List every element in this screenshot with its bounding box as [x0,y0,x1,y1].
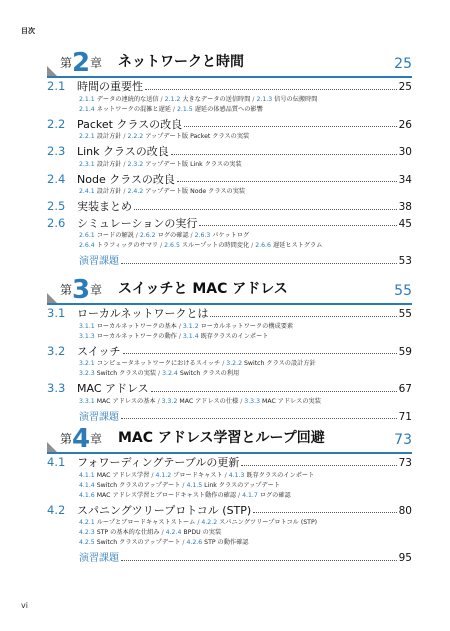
exercise-page: 95 [398,552,412,564]
subsection-title[interactable]: 遅延の体感品質への影響 [194,105,263,113]
subsection-line [79,105,419,114]
separator-slash: / [121,133,128,140]
section-title: シミュレーションの実行 [77,216,198,230]
section-entry[interactable] [47,380,412,395]
subsection-line [79,397,419,406]
subsection-title[interactable]: アップデート版 Node クラスの実装 [145,188,246,195]
subsection-number[interactable]: 2.3.1 [79,160,95,168]
section-entry[interactable] [47,78,412,93]
subsection-title[interactable]: 大きなデータの送信時間 [182,95,251,103]
subsection-number[interactable]: 2.4.1 [79,188,95,195]
section-title: Node クラスの改良 [77,172,175,186]
section-entry[interactable] [47,215,412,230]
subsection-title[interactable]: ローカルネットワークの動作 [96,332,177,340]
chapter-title[interactable]: スイッチと MAC アドレス [118,281,288,297]
chapter-prefix: 第 [60,432,73,446]
subsection-number[interactable]: 4.1.3 [228,471,245,479]
subsection-title[interactable]: Switch クラスの実装 [96,370,157,377]
section-entry[interactable] [47,502,412,517]
separator-slash: / [121,188,128,195]
subsection-number[interactable]: 4.2.5 [79,539,95,546]
chapter-suffix: 章 [90,56,103,70]
subsection-number[interactable]: 4.2.2 [201,519,218,526]
subsection-number[interactable]: 3.1.1 [79,322,95,330]
subsection-title[interactable]: MAC アドレス学習とブロードキャスト動作の確認 [96,491,237,499]
section-title: ローカルネットワークとは [77,307,209,320]
subsection-number[interactable]: 4.1.1 [79,471,95,479]
dot-leader [121,262,397,264]
subsection-title[interactable]: ログの確認 [259,491,291,499]
section-title: Packet クラスの改良 [77,117,183,131]
chapter-prefix: 第 [60,56,73,70]
subsection-title[interactable]: Switch クラスの利用 [179,370,240,377]
section-number: 3.1 [47,306,66,320]
chapter-title[interactable]: MAC アドレス学習とループ回避 [118,430,325,446]
subsection-title[interactable]: 既存クラスのインポート [200,332,269,340]
section-page: 25 [398,81,412,93]
subsection-title[interactable]: ローカルネットワークの基本 [96,322,177,330]
dot-leader [253,511,396,513]
subsection-title[interactable]: 遅延ヒストグラム [272,242,323,249]
exercise-entry[interactable] [79,252,412,267]
section-entry[interactable] [47,454,412,469]
separator-slash: / [159,529,166,536]
separator-slash: / [176,332,183,340]
subsection-number[interactable]: 2.6.2 [139,232,156,239]
subsection-title[interactable]: スパニングツリープロトコル (STP) [219,519,318,526]
subsection-title[interactable]: MAC アドレスの基本 [96,397,156,405]
chapter-heading [47,424,412,454]
subsection-number[interactable]: 4.1.2 [155,471,172,479]
subsection-number[interactable]: 3.3.3 [244,397,261,405]
separator-slash: / [155,397,162,405]
subsection-title[interactable]: BPDU の実装 [183,529,222,536]
separator-slash: / [170,105,177,113]
section-number: 2.1 [47,79,66,93]
subsection-number[interactable]: 4.1.4 [79,481,95,489]
separator-slash: / [121,160,128,168]
chapter-suffix: 章 [90,283,103,297]
subsection-title[interactable]: スループットの時間変化 [181,242,250,249]
separator-slash: / [158,242,165,249]
subsection-number[interactable]: 2.1.3 [256,95,273,103]
subsection-line [79,538,419,547]
subsection-title[interactable]: Switch クラスのアップデート [96,539,181,546]
subsection-title[interactable]: 設計方針 [96,133,122,140]
section-entry[interactable] [47,198,412,213]
separator-slash: / [156,370,163,377]
subsection-line [79,231,419,240]
section-number: 2.5 [47,199,66,213]
dot-leader [151,390,397,392]
dot-leader [177,180,397,182]
subsection-line [79,187,419,196]
separator-slash: / [250,95,257,103]
section-entry[interactable] [47,343,412,358]
separator-slash: / [188,232,195,239]
running-header: 目次 [21,27,35,35]
subsection-number[interactable]: 4.2.1 [79,519,95,526]
page-folio: vi [21,601,28,610]
dot-leader [121,417,397,419]
section-number: 4.1 [47,455,66,469]
separator-slash: / [220,360,227,367]
subsection-number[interactable]: 4.1.5 [186,481,203,489]
subsection-number[interactable]: 4.1.6 [79,491,95,499]
subsection-number[interactable]: 4.2.6 [186,539,203,546]
subsection-number[interactable]: 4.2.3 [79,529,95,536]
subsection-number[interactable]: 3.2.3 [79,370,95,377]
section-title: 実装まとめ [77,200,132,213]
section-number: 2.3 [47,144,66,158]
subsection-number[interactable]: 3.1.2 [182,322,199,330]
subsection-title[interactable]: 設計方針 [96,188,122,195]
chapter-heading [47,275,412,305]
subsection-number[interactable]: 2.3.2 [127,160,144,168]
subsection-number[interactable]: 2.2.1 [79,133,95,140]
subsection-line [79,471,419,480]
section-number: 4.2 [47,502,66,517]
subsection-line [79,241,419,250]
subsection-number[interactable]: 3.3.1 [79,397,95,405]
chapter-page-number: 73 [394,432,412,448]
subsection-title[interactable]: トラフィックのサマリ [96,242,159,249]
separator-slash: / [133,232,140,239]
section-page: 59 [398,345,412,358]
dot-leader [210,315,396,317]
subsection-number[interactable]: 3.2.1 [79,360,95,367]
dot-leader [145,88,397,90]
subsection-line [79,332,419,341]
subsection-line [79,359,419,368]
section-page: 34 [398,173,412,186]
subsection-title[interactable]: アップデート版 Link クラスの実装 [145,160,242,168]
dot-leader [123,352,397,354]
subsection-title[interactable]: パケットログ [212,232,250,239]
exercise-title: 演習課題 [79,256,119,267]
section-number: 2.4 [47,171,66,186]
dot-leader [121,559,397,561]
section-number: 2.6 [47,215,66,230]
subsection-line [79,491,419,500]
subsection-title[interactable]: ブロードキャスト [173,471,223,479]
subsection-line [79,95,419,104]
subsection-line [79,481,419,490]
section-number: 3.2 [47,343,66,358]
dot-leader [171,153,397,155]
section-number: 3.3 [47,381,66,395]
exercise-page: 53 [398,255,412,267]
subsection-title[interactable]: MAC アドレスの仕様 [179,397,239,405]
chapter-title[interactable]: ネットワークと時間 [118,54,244,70]
subsection-number[interactable]: 4.1.7 [242,491,258,499]
subsection-number[interactable]: 3.1.3 [79,332,95,340]
subsection-number[interactable]: 2.6.6 [255,242,271,249]
chapter-prefix: 第 [60,283,73,297]
section-page: 80 [398,504,412,517]
exercise-entry[interactable] [79,408,412,423]
chapter-heading [47,48,412,78]
subsection-title[interactable]: MAC アドレスの実装 [262,397,321,405]
subsection-number[interactable]: 2.1.4 [79,105,95,113]
separator-slash: / [180,539,187,546]
subsection-title[interactable]: ローカルネットワークの構成要素 [200,322,294,330]
exercise-title: 演習課題 [79,553,119,564]
chapter-corner-mark [47,442,57,452]
section-entry[interactable] [47,143,412,158]
subsection-number[interactable]: 2.1.2 [164,95,181,103]
subsection-title[interactable]: ログの確認 [157,232,189,239]
subsection-title[interactable]: ネットワークの混雑と遅延 [96,105,171,113]
subsection-number[interactable]: 3.2.4 [162,370,178,377]
section-page: 26 [398,118,412,131]
section-title: フォワーディングテーブルの更新 [77,456,240,469]
subsection-title[interactable]: Switch クラスの設計方針 [243,360,316,367]
separator-slash: / [149,471,156,479]
dot-leader [184,125,396,127]
section-title: スパニングツリープロトコル (STP) [77,503,252,517]
dot-leader [134,208,397,210]
subsection-title[interactable]: Link クラスのアップデート [204,481,281,489]
section-page: 73 [398,457,412,469]
subsection-line [79,528,419,537]
subsection-title[interactable]: データの連続的な送信 [96,95,159,103]
subsection-line [79,132,419,141]
section-entry[interactable] [47,116,412,131]
section-page: 30 [398,146,412,158]
separator-slash: / [176,322,183,330]
subsection-number[interactable]: 4.2.4 [165,529,182,536]
separator-slash: / [158,95,165,103]
separator-slash: / [195,519,202,526]
subsection-title[interactable]: アップデート版 Packet クラスの実装 [145,133,250,140]
subsection-title[interactable]: ループとブロードキャストストーム [96,519,196,526]
section-number: 2.2 [47,116,66,131]
chapter-corner-mark [47,293,57,303]
subsection-number[interactable]: 2.6.3 [194,232,211,239]
subsection-title[interactable]: MAC アドレス学習 [96,471,150,479]
subsection-title[interactable]: コンピュータネットワークにおけるスイッチ [96,360,221,367]
section-entry[interactable] [47,171,412,186]
subsection-line [79,160,419,169]
separator-slash: / [236,491,243,499]
separator-slash: / [180,481,187,489]
subsection-number[interactable]: 2.6.1 [79,232,95,239]
chapter-number: 2 [72,48,91,78]
exercise-page: 71 [398,410,412,423]
subsection-title[interactable]: STP の基本的な仕組み [96,529,160,536]
subsection-number[interactable]: 2.4.2 [127,188,144,195]
exercise-title: 演習課題 [79,411,119,423]
subsection-number[interactable]: 2.1.5 [177,105,193,113]
subsection-number[interactable]: 3.1.4 [182,332,199,340]
subsection-title[interactable]: Switch クラスのアップデート [96,481,181,489]
subsection-number[interactable]: 3.3.2 [161,397,178,405]
subsection-line [79,369,419,378]
chapter-page-number: 55 [394,283,412,299]
section-page: 45 [398,217,412,230]
subsection-line [79,518,419,527]
subsection-number[interactable]: 2.6.5 [164,242,180,249]
subsection-number[interactable]: 3.2.2 [226,360,243,367]
subsection-title[interactable]: 既存クラスのインポート [246,471,315,479]
section-entry[interactable] [47,305,412,320]
subsection-line [79,322,419,331]
section-title: MAC アドレス [77,382,149,395]
section-page: 67 [398,383,412,395]
subsection-number[interactable]: 2.6.4 [79,242,95,249]
separator-slash: / [222,471,229,479]
section-page: 38 [398,201,412,213]
dot-leader [241,464,396,466]
section-title: スイッチ [77,344,121,358]
subsection-number[interactable]: 2.2.2 [127,133,144,140]
dot-leader [199,224,396,226]
subsection-title[interactable]: コードの解説 [96,232,134,239]
subsection-number[interactable]: 2.1.1 [79,95,95,103]
section-title: 時間の重要性 [77,80,143,93]
exercise-entry[interactable] [79,549,412,564]
subsection-title[interactable]: STP の動作確認 [204,539,249,546]
section-title: Link クラスの改良 [77,145,169,158]
chapter-suffix: 章 [90,432,103,446]
chapter-number: 3 [72,275,91,305]
chapter-page-number: 25 [394,56,412,72]
subsection-title[interactable]: 信号の伝搬時間 [274,95,318,103]
chapter-corner-mark [47,66,57,76]
subsection-title[interactable]: 設計方針 [96,160,122,168]
section-page: 55 [398,308,412,320]
separator-slash: / [238,397,245,405]
separator-slash: / [249,242,256,249]
chapter-number: 4 [72,424,91,454]
